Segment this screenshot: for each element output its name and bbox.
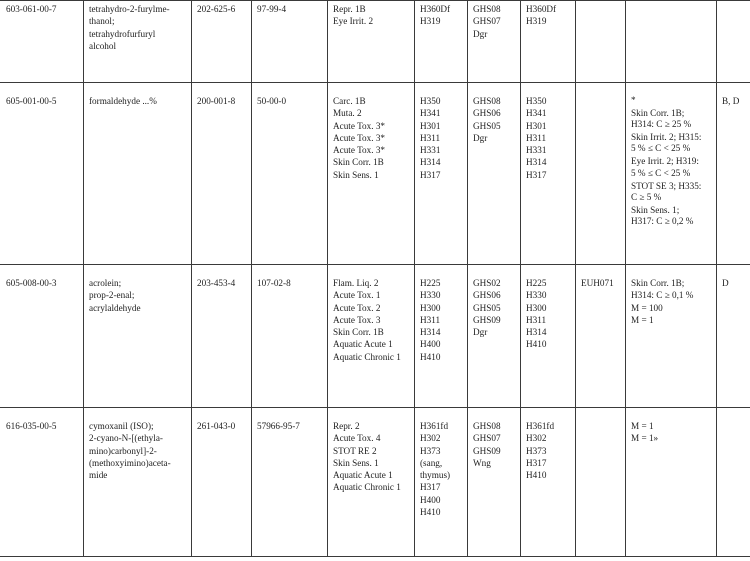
index-no-cell [6,3,57,15]
hazard-statement-class-line: H314 [420,157,441,168]
hazard-statement-class-line: (sang, [420,457,443,468]
column-divider [716,0,717,556]
hazard-class-line: Flam. Liq. 2 [333,278,379,288]
hazard-statement-label-line: H314 [526,327,547,338]
index-no-cell [6,277,57,289]
hazard-statement-label-line: H300 [526,302,547,313]
limits-line: M = 1 [631,314,654,325]
row-divider [0,82,750,83]
cas-no-text: 97-99-4 [257,4,287,14]
limits-line: C ≥ 5 % [631,191,662,202]
notes-text: D [722,278,729,288]
pictogram-codes-cell [473,277,501,338]
index-no-text: 603-061-00-7 [6,4,57,14]
hazard-statement-label-line: H341 [526,108,547,119]
hazard-statement-label-line: H350 [526,96,547,106]
hazard-class-cell [333,3,373,28]
hazard-statement-label-cell [526,420,554,481]
cas-no-text: 107-02-8 [257,278,291,288]
chemical-name-line: thanol; [89,16,115,27]
column-divider [625,0,626,556]
row-divider [0,407,750,408]
index-no-cell [6,420,57,432]
pictogram-codes-line: GHS08 [473,96,501,106]
hazard-statement-class-line: H360Df [420,4,451,14]
hazard-statement-class-line: H410 [420,351,441,362]
chemical-name-line: alcohol [89,40,117,51]
notes-cell [722,277,729,289]
chemical-name-line: acrolein; [89,278,122,288]
hazard-statement-label-line: H314 [526,157,547,168]
hazard-statement-label-line: H330 [526,290,547,301]
hazard-class-line: Skin Corr. 1B [333,157,384,168]
notes-text: B, D [722,96,740,106]
hazard-statement-label-line: H311 [526,132,547,143]
hazard-statement-class-line: H317 [420,482,441,493]
hazard-class-line: Skin Sens. 1 [333,457,379,468]
pictogram-codes-line: GHS07 [473,433,501,444]
hazard-class-cell [333,420,401,494]
hazard-statement-class-line: H301 [420,120,441,131]
chemical-name-cell [89,420,171,481]
hazard-statement-label-line: H225 [526,278,547,288]
hazard-class-line: Repr. 1B [333,4,366,14]
limits-line: * [631,95,636,105]
hazard-class-line: STOT RE 2 [333,445,377,456]
chemical-name-line: tetrahydrofurfuryl [89,28,156,39]
hazard-statement-class-line: H341 [420,108,441,119]
pictogram-codes-line: Dgr [473,132,488,143]
ec-no-cell [197,277,235,289]
limits-line: M = 100 [631,302,663,313]
chemical-name-line: 2-cyano-N-[(ethyla- [89,433,163,444]
hazard-class-line: Aquatic Chronic 1 [333,351,401,362]
ec-no-cell [197,95,235,107]
hazard-class-line: Acute Tox. 3 [333,314,381,325]
limits-line: M = 1 [631,421,654,431]
hazard-statement-label-cell [526,95,546,181]
limits-line: M = 1» [631,433,659,444]
hazard-statement-label-line: H311 [526,314,547,325]
cas-no-cell [257,95,286,107]
hazard-statement-class-line: H311 [420,132,441,143]
index-no-text: 605-001-00-5 [6,96,57,106]
row-divider [0,264,750,265]
hazard-statement-label-line: H302 [526,433,547,444]
column-divider [83,0,84,556]
hazard-statement-label-line: H317 [526,169,547,180]
hazard-class-cell [333,277,401,363]
hazard-statement-class-line: H350 [420,96,441,106]
pictogram-codes-cell [473,95,501,144]
hazard-statement-class-line: H361fd [420,421,449,431]
hazard-class-line: Aquatic Acute 1 [333,470,393,481]
limits-line: Skin Corr. 1B; [631,278,685,288]
hazard-statement-class-line: H330 [420,290,441,301]
ec-no-cell [197,3,235,15]
limits-cell [631,420,658,445]
chemical-name-line: acrylaldehyde [89,302,141,313]
limits-line: 5 % ≤ C < 25 % [631,167,691,178]
hazard-statement-label-cell [526,277,546,351]
limits-line: H314: C ≥ 0,1 % [631,290,694,301]
pictogram-codes-line: GHS09 [473,445,501,456]
limits-line: Skin Corr. 1B; [631,108,685,119]
hazard-statement-label-line: H410 [526,339,547,350]
hazard-statement-class-line: H314 [420,327,441,338]
pictogram-codes-line: GHS07 [473,16,501,27]
index-no-cell [6,95,57,107]
hazard-statement-class-line: H373 [420,445,441,456]
pictogram-codes-line: GHS05 [473,120,501,131]
cas-no-cell [257,3,286,15]
hazard-statement-label-line: H317 [526,457,547,468]
limits-line: Eye Irrit. 2; H319: [631,156,699,167]
chemical-name-line: (methoxyimino)aceta- [89,457,171,468]
pictogram-codes-cell [473,420,501,469]
hazard-class-line: Carc. 1B [333,96,366,106]
pictogram-codes-line: GHS08 [473,421,501,431]
hazard-statement-class-line: H302 [420,433,441,444]
hazard-statement-class-cell [420,3,450,28]
hazard-class-line: Acute Tox. 3* [333,145,386,156]
pictogram-codes-line: GHS08 [473,4,501,14]
hazard-class-line: Skin Sens. 1 [333,169,379,180]
chemical-name-line: mide [89,470,108,481]
ec-no-text: 261-043-0 [197,421,236,431]
index-no-text: 616-035-00-5 [6,421,57,431]
hazard-class-line: Acute Tox. 2 [333,302,381,313]
pictogram-codes-line: Wng [473,457,491,468]
hazard-statement-label-line: H301 [526,120,547,131]
limits-line: 5 % ≤ C < 25 % [631,143,691,154]
pictogram-codes-line: GHS05 [473,302,501,313]
hazard-statement-label-line: H319 [526,16,547,27]
ec-no-text: 200-001-8 [197,96,236,106]
limits-line: STOT SE 3; H335: [631,180,702,191]
hazard-statement-class-line: H319 [420,16,441,27]
column-divider [467,0,468,556]
column-divider [191,0,192,556]
pictogram-codes-line: Dgr [473,28,488,39]
column-divider [414,0,415,556]
cas-no-text: 50-00-0 [257,96,287,106]
pictogram-codes-line: GHS09 [473,314,501,325]
hazard-statement-label-line: H373 [526,445,547,456]
limits-line: Skin Sens. 1; [631,204,680,215]
limits-cell [631,95,701,227]
hazard-class-line: Acute Tox. 3* [333,120,386,131]
chemical-name-line: tetrahydro-2-furylme- [89,4,170,14]
ec-no-cell [197,420,235,432]
column-divider [327,0,328,556]
column-divider [251,0,252,556]
column-divider [575,0,576,556]
cas-no-cell [257,277,291,289]
row-divider [0,0,750,1]
index-no-text: 605-008-00-3 [6,278,57,288]
hazard-statement-class-line: H331 [420,145,441,156]
hazard-statement-class-line: H410 [420,507,441,518]
hazard-class-line: Skin Corr. 1B [333,327,384,338]
pictogram-codes-line: GHS06 [473,108,501,119]
limits-line: H314: C ≥ 25 % [631,119,692,130]
hazard-statement-class-line: H225 [420,278,441,288]
column-divider [520,0,521,556]
notes-cell [722,95,739,107]
hazard-statement-label-line: H410 [526,470,547,481]
chemical-name-line: cymoxanil (ISO); [89,421,154,431]
hazard-class-cell [333,95,385,181]
chemical-name-cell [89,277,141,314]
hazard-class-line: Eye Irrit. 2 [333,16,374,27]
hazard-class-line: Acute Tox. 1 [333,290,381,301]
ec-no-text: 202-625-6 [197,4,236,14]
cas-no-text: 57966-95-7 [257,421,300,431]
hazard-class-line: Aquatic Acute 1 [333,339,393,350]
cas-no-cell [257,420,300,432]
hazard-class-line: Muta. 2 [333,108,362,119]
hazard-statement-class-line: H300 [420,302,441,313]
supplementary-line: EUH071 [581,278,614,288]
ec-no-text: 203-453-4 [197,278,236,288]
pictogram-codes-line: GHS06 [473,290,501,301]
hazard-statement-class-line: H400 [420,339,441,350]
hazard-class-line: Aquatic Chronic 1 [333,482,401,493]
hazard-statement-label-cell [526,3,556,28]
hazard-statement-class-line: H317 [420,169,441,180]
row-divider [0,556,750,557]
limits-line: Skin Irrit. 2; H315: [631,132,702,143]
supplementary-cell [581,277,614,289]
hazard-class-line: Repr. 2 [333,421,360,431]
hazard-statement-label-line: H360Df [526,4,557,14]
pictogram-codes-cell [473,3,501,40]
hazard-class-line: Acute Tox. 3* [333,132,386,143]
hazard-statement-class-line: H400 [420,494,441,505]
hazard-statement-label-line: H331 [526,145,547,156]
hazard-statement-class-cell [420,95,440,181]
hazard-statement-class-line: H311 [420,314,441,325]
chemical-name-line: formaldehyde ...% [89,96,157,106]
hazard-statement-label-line: H361fd [526,421,555,431]
chemical-name-line: prop-2-enal; [89,290,135,301]
hazard-class-line: Acute Tox. 4 [333,433,381,444]
hazard-statement-class-cell [420,277,440,363]
chemical-name-cell [89,95,157,107]
chemical-name-cell [89,3,170,52]
hazard-statement-class-line: thymus) [420,470,451,481]
limits-cell [631,277,693,326]
pictogram-codes-line: Dgr [473,327,488,338]
pictogram-codes-line: GHS02 [473,278,501,288]
chemical-name-line: mino)carbonyl]-2- [89,445,157,456]
hazard-statement-class-cell [420,420,450,518]
limits-line: H317: C ≥ 0,2 % [631,215,694,226]
